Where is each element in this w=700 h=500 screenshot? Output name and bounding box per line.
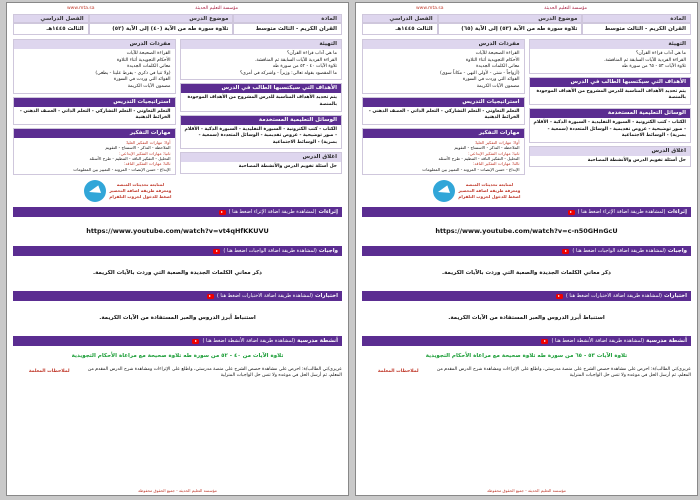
enrichment-header — [13, 207, 342, 217]
subject-value: القران الكريم - الثالث متوسط — [582, 23, 691, 35]
homework-text: ذكر معاني الكلمات الجديدة والصعبة التي وردت بالآيات الكريمة. — [92, 270, 263, 277]
telegram-icon[interactable] — [84, 180, 106, 202]
activities-text: تلاوة الآيات من ٤٠ - ٥٢ من سورة طه تلاوة صحيحة مع مراعاة الأحكام التجويدية — [71, 353, 284, 360]
term-value: الثالث ١٤٤٥هـ — [13, 23, 89, 35]
page-footer: مؤسسة التعليم الحديثة - جميع الحقوق محفوظة — [487, 488, 566, 493]
aids-box — [180, 115, 343, 150]
thinking-title: مهارات التفكير — [14, 129, 175, 138]
thinking-line: التحليل - التفكير الناقد - التنظيم - طرح الأسئلة — [438, 155, 520, 161]
vocab-line: الفوائد التي وردت في السورة — [113, 77, 171, 83]
notes-label: لملاحظات المعلمة — [377, 369, 419, 375]
vocab-line: القراءة الصحيحة للآيات — [126, 51, 171, 56]
intro-line: القراءة الفردية للآيات السابقة ثم المناقشة. — [603, 57, 686, 63]
left-column — [362, 39, 525, 207]
homework-text: ذكر معاني الكلمات الجديدة والصعبة التي وردت بالآيات الكريمة. — [441, 270, 612, 277]
homework-hint[interactable]: (لمشاهدة طريقة اضافة الواجبات اضغط هنا ) — [223, 248, 317, 255]
intro-text — [530, 49, 691, 73]
plan-grid — [362, 39, 691, 207]
page-footer: مؤسسة التعليم الحديثة - جميع الحقوق محفوظة — [138, 488, 217, 493]
vocab-line: مضمون الآيات الكريمة — [127, 83, 171, 89]
telegram-line: ومعرفة طريقة اضافة التحضير — [109, 188, 172, 194]
vocab-box — [362, 39, 525, 94]
enrichment-url[interactable]: https://www.youtube.com/watch?v=c-n50GHnGcU — [435, 227, 618, 236]
vocab-line: مضمون الآيات الكريمة — [476, 83, 520, 89]
strategies-text: التعلم التعاوني - التعلم التشاركي - التعلم الذاتي - العصف الذهني - الخرائط الذهنية — [368, 108, 520, 121]
notes-text: عزيزي/تي الطالب/ة: احرص على مشاهدة حصص الشرح على منصة مدرستي، واطلع على الإثراءات ومشاهدة شرح الدرس المقدم من المعلم، ثم أرسل الحل في موعده ولا تنس حل الواجبات المنزلية — [87, 367, 342, 379]
vocab-line: الأحكام التجويدية أثناء التلاوة — [116, 57, 171, 63]
thinking-line: ثالثا: مهارات التفكير الناقد: — [472, 161, 520, 167]
activities-title: أنشطة مدرسية — [297, 338, 338, 345]
plan-grid — [13, 39, 342, 207]
aids-title: الوسائل التعليمية المستخدمة — [181, 116, 342, 125]
thinking-title: مهارات التفكير — [363, 129, 524, 138]
closing-title: اغلاق الدرس — [530, 147, 691, 156]
term-value: الثالث ١٤٤٥هـ — [362, 23, 438, 35]
tests-header — [13, 291, 342, 301]
topic-header: موضوع الدرس — [438, 14, 583, 23]
topic-header: موضوع الدرس — [89, 14, 234, 23]
info-value-row — [362, 23, 691, 35]
enrichment-hint[interactable]: (لمشاهدة طريقة اضافة الإثراء اضغط هنا ) — [577, 209, 666, 216]
thinking-line: الإبداع - حسن الإنصات - المرونة - التمييز بين المعلومات — [422, 166, 520, 172]
tests-text: استنباط أبرز الدروس والعبر المستفادة من الآيات الكريمة. — [448, 315, 605, 322]
topic-value: تلاوة سورة طه من الآية (٥٣) إلى الآية (٦٥) — [438, 23, 583, 35]
info-header-row — [362, 14, 691, 23]
subject-header: المادة — [582, 14, 691, 23]
homework-title: واجبات — [318, 248, 338, 255]
activities-header — [13, 336, 342, 346]
org-name: مؤسسة التعليم الحديثة — [195, 6, 238, 11]
org-name: مؤسسة التعليم الحديثة — [544, 6, 587, 11]
site-link[interactable]: www.mta.sa — [67, 6, 95, 11]
vocab-line: (أزواجاً - شتى - لأولي النهى - مكاناً سوى) — [439, 70, 520, 76]
telegram-text — [458, 182, 520, 200]
thinking-text — [363, 138, 524, 174]
enrichment-title: إثراءات — [667, 209, 687, 216]
intro-line: ما المقصود بقوله تعالى: وزيراً - واشركه في أمري؟ — [239, 70, 337, 76]
youtube-icon[interactable] — [219, 210, 226, 215]
vocab-line: الفوائد التي وردت في السورة — [462, 77, 520, 83]
vocab-line: الأحكام التجويدية أثناء التلاوة — [465, 57, 520, 63]
tests-hint[interactable]: (لمشاهدة طريقة اضافة الاختبارات اضغط هنا ) — [565, 293, 663, 300]
vocab-title: مفردات الدرس — [14, 40, 175, 49]
goals-title: الأهداف التي سيكتسبها الطالب في الدرس — [530, 78, 691, 87]
thinking-box — [362, 128, 525, 175]
youtube-icon[interactable] — [556, 294, 563, 299]
telegram-promo[interactable] — [13, 178, 176, 204]
vocab-line: معاني الكلمات الجديدة — [476, 64, 520, 70]
telegram-text — [109, 182, 171, 200]
intro-box — [529, 39, 692, 74]
intro-box — [180, 39, 343, 80]
vocab-line: معاني الكلمات الجديدة — [127, 64, 171, 70]
vocab-line: القراءة الصحيحة للآيات — [475, 51, 520, 56]
closing-text: حل أسئلة تقويم الدرس والأنشطة المصاحبة — [238, 164, 337, 170]
strategies-title: استراتيجيات التدريس — [14, 98, 175, 107]
enrichment-header — [362, 207, 691, 217]
closing-box — [180, 152, 343, 174]
notes-label: لملاحظات المعلمة — [28, 369, 70, 375]
tests-header — [362, 291, 691, 301]
intro-title: التهيئة — [181, 40, 342, 49]
telegram-icon[interactable] — [433, 180, 455, 202]
tests-title: اختبارات — [315, 293, 338, 300]
term-header: الفصل الدراسي — [13, 14, 89, 23]
activities-hint[interactable]: (لمشاهدة طريقة اضافة الأنشطة اضغط هنا ) — [202, 338, 296, 345]
intro-line: تلاوة الآيات ٤٠ - ٥٢ من سورة طه — [272, 64, 337, 70]
info-header-row — [13, 14, 342, 23]
goals-text: يتم تحديد الأهداف المناسبة للدرس المشروح من الأهداف الموجودة بالمنصة — [536, 88, 686, 101]
lesson-plan-page-1 — [355, 2, 698, 496]
telegram-line: لمتابعة تحديثات المنصة — [116, 182, 165, 188]
notes-row — [13, 367, 342, 379]
aids-text: الكتاب - كتب الكترونية - السبورة التقليدية - السبورة الذكية - الأقلام - صور توضيحية - عروض تقديمية - الوسائل المتعددة (سمعية - بصرية) - الوسائط الاجتماعية — [533, 119, 686, 139]
thinking-line: الملاحظة - التذكر - الاستنتاج - التقويم — [454, 145, 520, 151]
goals-box — [180, 83, 343, 111]
goals-box — [529, 77, 692, 105]
aids-title: الوسائل التعليمية المستخدمة — [530, 109, 691, 118]
intro-title: التهيئة — [530, 40, 691, 49]
vocab-box — [13, 39, 176, 94]
right-column — [529, 39, 692, 207]
youtube-icon[interactable] — [541, 339, 548, 344]
aids-text: الكتاب - كتب الكترونية - السبورة التقليدية - السبورة الذكية - الأقلام - صور توضيحية - عروض تقديمية - الوسائل المتعددة (سمعية - بصرية) - الوسائط الاجتماعية — [184, 126, 337, 145]
homework-header — [13, 246, 342, 256]
youtube-icon[interactable] — [562, 249, 569, 254]
notes-text: عزيزي/تي الطالب/ة: احرص على مشاهدة حصص الشرح على منصة مدرستي، واطلع على الإثراءات ومشاهدة شرح الدرس المقدم من المعلم، ثم أرسل الحل في موعده ولا تنس حل الواجبات المنزلية — [436, 367, 691, 379]
left-column — [13, 39, 176, 207]
thinking-line: الملاحظة - التذكر - الاستنتاج - التقويم — [105, 145, 171, 151]
closing-text: حل أسئلة تقويم الدرس والأنشطة المصاحبة — [587, 157, 686, 163]
strategies-box — [362, 97, 525, 125]
thinking-box — [13, 128, 176, 175]
telegram-line: اضغط للدخول لجروب التلقرام — [109, 194, 172, 200]
thinking-line: ثانيا: مهارات التفكير الإبداعي: — [119, 150, 171, 156]
vocab-text — [363, 49, 524, 93]
term-header: الفصل الدراسي — [362, 14, 438, 23]
youtube-icon[interactable] — [192, 339, 199, 344]
activities-header — [362, 336, 691, 346]
thinking-line: الإبداع - حسن الإنصات - المرونة - التمييز بين المعلومات — [73, 166, 171, 172]
strategies-box — [13, 97, 176, 125]
notes-row — [362, 367, 691, 379]
top-banner — [356, 3, 697, 14]
thinking-line: ثالثا: مهارات التفكير الناقد: — [123, 161, 171, 167]
enrichment-url[interactable]: https://www.youtube.com/watch?v=vt4qHfKKUVU — [86, 227, 269, 236]
closing-title: اغلاق الدرس — [181, 153, 342, 162]
right-column — [180, 39, 343, 207]
tests-title: اختبارات — [664, 293, 687, 300]
intro-line: تلاوة الآيات ٥٣ - ٦٥ من سورة طه — [621, 64, 686, 70]
thinking-text — [14, 138, 175, 174]
youtube-icon[interactable] — [207, 294, 214, 299]
telegram-line: اضغط للدخول لجروب التلقرام — [458, 194, 521, 200]
youtube-icon[interactable] — [213, 249, 220, 254]
tests-hint[interactable]: (لمشاهدة طريقة اضافة الاختبارات اضغط هنا ) — [216, 293, 314, 300]
homework-title: واجبات — [667, 248, 687, 255]
aids-box — [529, 108, 692, 143]
activities-hint[interactable]: (لمشاهدة طريقة اضافة الأنشطة اضغط هنا ) — [551, 338, 645, 345]
site-link[interactable]: www.mta.sa — [416, 6, 444, 11]
enrichment-hint[interactable]: (لمشاهدة طريقة اضافة الإثراء اضغط هنا ) — [228, 209, 317, 216]
telegram-line: ومعرفة طريقة اضافة التحضير — [458, 188, 521, 194]
intro-line: ما هي آداب قراءة القرآن؟ — [635, 51, 686, 56]
goals-title: الأهداف التي سيكتسبها الطالب في الدرس — [181, 84, 342, 93]
youtube-icon[interactable] — [568, 210, 575, 215]
lesson-plan-page-2 — [6, 2, 349, 496]
topic-value: تلاوة سورة طه من الآية (٤٠) إلى الآية (٥٢) — [89, 23, 234, 35]
tests-text: استنباط أبرز الدروس والعبر المستفادة من الآيات الكريمة. — [99, 315, 256, 322]
subject-header: المادة — [233, 14, 342, 23]
thinking-line: أولا: مهارات التفكير العليا: — [125, 139, 171, 145]
intro-line: القراءة الفردية للآيات السابقة ثم المناقشة. — [254, 57, 337, 63]
closing-box — [529, 146, 692, 168]
homework-header — [362, 246, 691, 256]
info-value-row — [13, 23, 342, 35]
vocab-line: (ولا تنيا في ذكري - يفرط علينا - يطغى) — [95, 70, 171, 76]
activities-text: تلاوة الآيات ٥٣ - ٦٥ من سورة طه تلاوة صحيحة مع مراعاة الأحكام التجويدية — [425, 353, 628, 360]
strategies-text: التعلم التعاوني - التعلم التشاركي - التعلم الذاتي - العصف الذهني - الخرائط الذهنية — [19, 108, 171, 121]
strategies-title: استراتيجيات التدريس — [363, 98, 524, 107]
intro-line: ما هي آداب قراءة القرآن؟ — [286, 51, 337, 56]
thinking-line: التحليل - التفكير الناقد - التنظيم - طرح الأسئلة — [89, 155, 171, 161]
vocab-text — [14, 49, 175, 93]
homework-hint[interactable]: (لمشاهدة طريقة اضافة الواجبات اضغط هنا ) — [572, 248, 666, 255]
telegram-line: لمتابعة تحديثات المنصة — [465, 182, 514, 188]
thinking-line: أولا: مهارات التفكير العليا: — [474, 139, 520, 145]
enrichment-title: إثراءات — [318, 209, 338, 216]
goals-text: يتم تحديد الأهداف المناسبة للدرس المشروح من الأهداف الموجودة بالمنصة — [187, 95, 337, 107]
subject-value: القران الكريم - الثالث متوسط — [233, 23, 342, 35]
intro-text — [181, 49, 342, 79]
activities-title: أنشطة مدرسية — [646, 338, 687, 345]
telegram-promo[interactable] — [362, 178, 525, 204]
vocab-title: مفردات الدرس — [363, 40, 524, 49]
thinking-line: ثانيا: مهارات التفكير الإبداعي: — [468, 150, 520, 156]
top-banner — [7, 3, 348, 14]
